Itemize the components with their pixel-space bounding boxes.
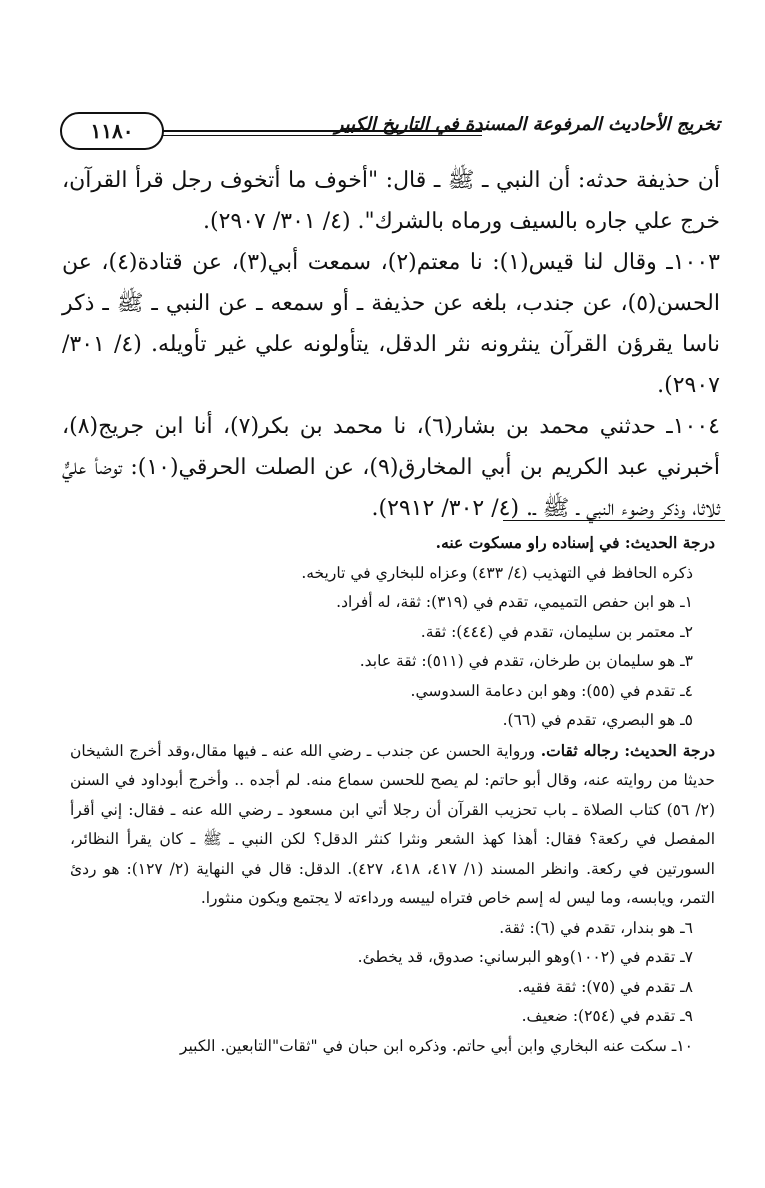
footnote-8: ٨ـ تقدم في (٧٥): ثقة فقيه. bbox=[517, 977, 693, 996]
paragraph-hadith-1004: ١٠٠٤ـ حدثني محمد بن بشار(٦)، نا محمد بن بكر(٧)، أنا ابن جريج(٨)، أخبرني عبد الكريم بن أبي المخارق(٩)، عن الصلت الحرقي(١٠): توضأ عليٌّ ثلاثا، وذكر وضوء النبي ـ ﷺ ـ. (٤/ ٣٠٢/ ٢٩١٢). bbox=[62, 414, 720, 521]
paragraph-hadith-intro: أن حذيفة حدثه: أن النبي ـ ﷺ ـ قال: "أخوف ما أتخوف رجل قرأ القرآن، خرج علي جاره بالسيف ورماه بالشرك". (٤/ ٣٠١/ ٢٩٠٧). bbox=[62, 168, 720, 234]
footnote-3: ٣ـ هو سليمان بن طرخان، تقدم في (٥١١): ثقة عابد. bbox=[359, 652, 693, 670]
footnote-9: ٩ـ تقدم في (٢٥٤): ضعيف. bbox=[521, 1007, 693, 1025]
footnote-1: ١ـ هو ابن حفص التميمي، تقدم في (٣١٩): ثقة، له أفراد. bbox=[336, 593, 693, 611]
footnote-6: ٦ـ هو بندار، تقدم في (٦): ثقة. bbox=[499, 918, 693, 937]
footnote-4: ٤ـ تقدم في (٥٥): وهو ابن دعامة السدوسي. bbox=[410, 681, 693, 700]
footnote-grade-2 bbox=[70, 736, 715, 914]
footnotes bbox=[70, 528, 715, 1061]
grade-label-1: درجة الحديث: في إسناده راو مسكوت عنه. bbox=[435, 533, 715, 552]
page-number: ١١٨٠ bbox=[60, 112, 164, 150]
grade-label-2: درجة الحديث: رجاله ثقات. bbox=[540, 740, 715, 760]
footnote-line: ذكره الحافظ في التهذيب (٤/ ٤٣٣) وعزاه للبخاري في تاريخه. bbox=[301, 563, 693, 582]
grade-commentary: ورواية الحسن عن جندب ـ رضي الله عنه ـ فيها مقال،وقد أخرج الشيخان حديثا من روايته عنه، وقال أبو حاتم: لم يصح للحسن سماع منه. لم أجده .. وأخرج أبوداود في السنن (٢/ ٥٦) كتاب الصلاة ـ باب تحزيب القرآن أن رجلا أتي ابن مسعود ـ رضي الله عنه ـ فقال: إني أقرأ المفصل في ركعة؟ فقال: أهذا كهذ الشعر ونثرا كنثر الدقل؟ لكن النبي ـ ﷺ ـ كان يقرأ النظائر، السورتين في ركعة. وانظر المسند (١/ ٤١٧، ٤١٨، ٤٢٧). الدقل: قال في النهاية (٢/ ١٢٧): هو ردئ التمر، ويابسه، وما ليس له إسم خاص فتراه لييسه ورداءته لا يجتمع ويكون منثورا. bbox=[70, 741, 715, 907]
footnote-10: ١٠ـ سكت عنه البخاري وابن أبي حاتم. وذكره ابن حبان في "ثقات"التابعين. الكبير bbox=[179, 1036, 693, 1055]
footnote-divider bbox=[503, 520, 725, 521]
footnote-7: ٧ـ تقدم في (١٠٠٢)وهو البرساني: صدوق، قد يخطئ. bbox=[357, 948, 693, 966]
page-header bbox=[60, 112, 720, 152]
footnote-5: ٥ـ هو البصري، تقدم في (٦٦). bbox=[502, 711, 693, 729]
main-text bbox=[62, 160, 720, 529]
paragraph-hadith-1003: ١٠٠٣ـ وقال لنا قيس(١): نا معتم(٢)، سمعت أبي(٣)، عن قتادة(٤)، عن الحسن(٥)، عن جندب، بلغه عن حذيفة ـ أو سمعه ـ عن النبي ـ ﷺ ـ ذكر ناسا يقرؤن القرآن ينثرونه نثر الدقل، يتأولونه علي غير تأويله. (٤/ ٣٠١/ ٢٩٠٧). bbox=[62, 250, 720, 398]
running-title: تخريج الأحاديث المرفوعة المسندة في التاريخ الكبير bbox=[334, 114, 720, 135]
footnote-2: ٢ـ معتمر بن سليمان، تقدم في (٤٤٤): ثقة. bbox=[420, 622, 693, 641]
footnote-grade-1 bbox=[70, 528, 715, 559]
